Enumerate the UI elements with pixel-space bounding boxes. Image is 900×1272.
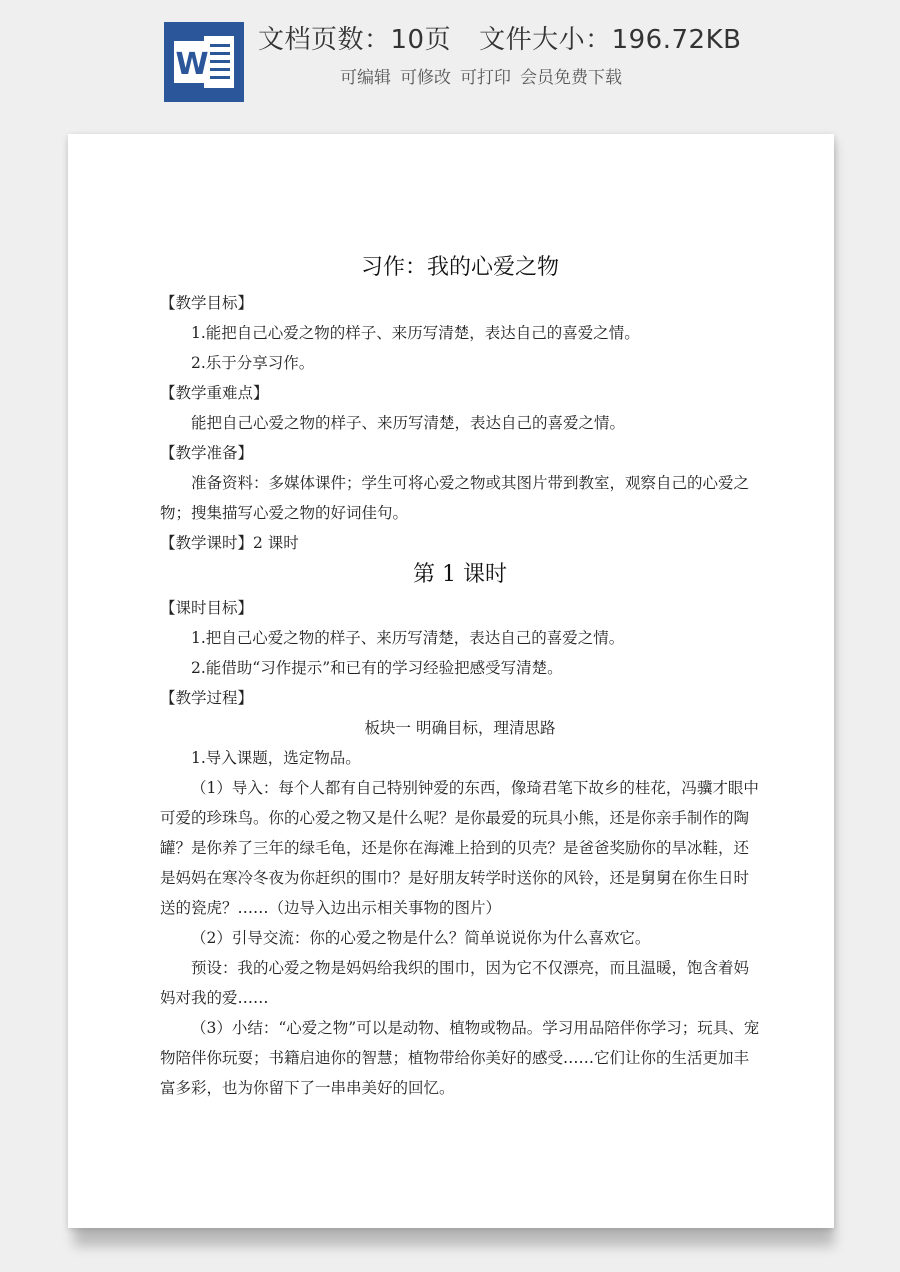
page-count: 文档页数：10页 xyxy=(258,25,452,55)
paragraph: （3）小结：“心爱之物”可以是动物、植物或物品。学习用品陪伴你学习；玩具、宠物陪伴你玩耍；书籍启迪你的智慧；植物带给你美好的感受……它们让你的生活更加丰富多彩，也为你留下了一串串美好的回忆。 xyxy=(160,1019,760,1097)
block-heading: 板块一 明确目标，理清思路 xyxy=(364,719,556,737)
preparation-text: 准备资料：多媒体课件；学生可将心爱之物或其图片带到教室，观察自己的心爱之物；搜集描写心爱之物的好词佳句。 xyxy=(160,474,750,522)
document-page xyxy=(68,134,834,1228)
word-file-icon xyxy=(164,22,244,102)
section-heading-preparation: 【教学准备】 xyxy=(160,444,254,462)
lesson-hours: 【教学课时】2 课时 xyxy=(160,534,299,552)
file-size: 文件大小：196.72KB xyxy=(479,25,742,55)
feature-printable: 可打印 xyxy=(460,68,511,88)
section-heading-process: 【教学过程】 xyxy=(160,689,254,707)
document-content xyxy=(160,252,760,1103)
document-title: 习作：我的心爱之物 xyxy=(360,255,559,280)
section-heading-key-points: 【教学重难点】 xyxy=(160,384,269,402)
section-heading-lesson-goals: 【课时目标】 xyxy=(160,599,254,617)
lesson-goal-item: 1.把自己心爱之物的样子、来历写清楚，表达自己的喜爱之情。 xyxy=(191,629,625,647)
paragraph: （1）导入：每个人都有自己特别钟爱的东西，像琦君笔下故乡的桂花，冯骥才眼中可爱的珍珠鸟。你的心爱之物又是什么呢？是你最爱的玩具小熊，还是你亲手制作的陶罐？是你养了三年的绿毛龟，还是你在海滩上拾到的贝壳？是爸爸奖励你的旱冰鞋，还是妈妈在寒冷冬夜为你赶织的围巾？是好朋友转学时送你的风铃，还是舅舅在你生日时送的瓷虎？……（边导入边出示相关事物的图片） xyxy=(160,779,759,917)
section-heading-goals: 【教学目标】 xyxy=(160,294,254,312)
file-info-title xyxy=(258,20,741,60)
lesson-title: 第 1 课时 xyxy=(413,562,507,587)
paragraph: 预设：我的心爱之物是妈妈给我织的围巾，因为它不仅漂亮，而且温暖，饱含着妈妈对我的爱…… xyxy=(160,959,750,1007)
step-heading: 1.导入课题，选定物品。 xyxy=(191,749,361,767)
lesson-goal-item: 2.能借助“习作提示”和已有的学习经验把感受写清楚。 xyxy=(191,659,563,677)
word-logo-letter: W xyxy=(175,47,209,82)
key-points-text: 能把自己心爱之物的样子、来历写清楚，表达自己的喜爱之情。 xyxy=(191,414,626,432)
paragraph: （2）引导交流：你的心爱之物是什么？简单说说你为什么喜欢它。 xyxy=(191,929,651,947)
feature-member-download: 会员免费下载 xyxy=(520,68,622,88)
feature-editable: 可编辑 xyxy=(340,68,391,88)
feature-list xyxy=(340,64,631,92)
goal-item: 1.能把自己心爱之物的样子、来历写清楚，表达自己的喜爱之情。 xyxy=(191,324,640,342)
feature-modifiable: 可修改 xyxy=(400,68,451,88)
goal-item: 2.乐于分享习作。 xyxy=(191,354,315,372)
